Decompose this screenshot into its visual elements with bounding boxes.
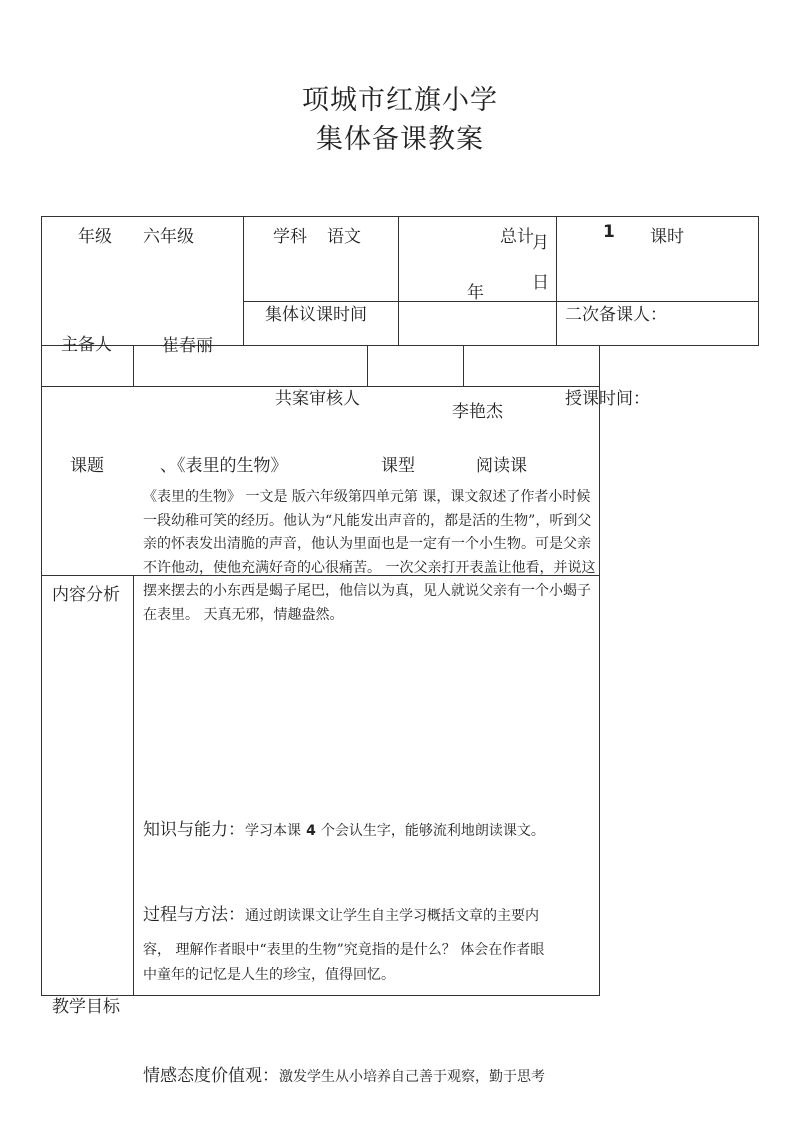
day-char: 日	[532, 273, 549, 293]
type-value: 阅读课	[476, 456, 527, 476]
meeting-time-label: 集体议课时间	[265, 305, 367, 325]
hours-unit: 课时	[650, 227, 684, 247]
main-preparer-label: 主备人	[61, 335, 112, 355]
process-label: 过程与方法：	[143, 905, 245, 925]
emotion-label: 情感态度价值观：	[143, 1066, 279, 1086]
knowledge-num: 4	[306, 823, 316, 839]
knowledge-label: 知识与能力：	[143, 820, 245, 840]
process-text-2: 容， 理解作者眼中“表里的生物”究竟指的是什么？ 体会在作者眼	[143, 942, 545, 958]
objectives-label: 教学目标	[52, 997, 120, 1017]
grade-label: 年级	[78, 227, 112, 247]
emotion-objective	[143, 1061, 545, 1086]
type-label: 课型	[381, 456, 415, 476]
process-text-3: 中童年的记忆是人生的珍宝，值得回忆。	[143, 967, 395, 983]
topic-value: 、《表里的生物》	[160, 456, 288, 476]
reviewer-value: 李艳杰	[452, 402, 503, 422]
grade-value: 六年级	[143, 227, 194, 247]
topic-label: 课题	[70, 456, 104, 476]
school-name: 项城市红旗小学	[302, 85, 498, 116]
hours-value: 1	[603, 222, 615, 242]
teaching-time-label: 授课时间：	[565, 389, 650, 409]
knowledge-objective	[143, 815, 545, 840]
knowledge-text-b: 个会认生字，能够流利地朗读课文。	[320, 823, 545, 839]
process-text-1: 通过朗读课文让学生自主学习概括文章的主要内	[245, 908, 539, 924]
process-objective	[143, 900, 539, 925]
emotion-text: 激发学生从小培养自己善于观察，勤于思考	[279, 1069, 545, 1085]
reviewer-label: 共案审核人	[275, 389, 360, 409]
year-char: 年	[467, 283, 484, 303]
subject-value: 语文	[327, 227, 361, 247]
month-char: 月	[532, 233, 549, 253]
knowledge-text-a: 学习本课	[245, 823, 301, 839]
document-title: 集体备课教案	[316, 124, 484, 155]
total-label: 总计	[500, 227, 534, 247]
content-analysis-label: 内容分析	[52, 585, 120, 605]
content-analysis-text: 《表里的生物》 一文是 版六年级第四单元第 课，课文叙述了作者小时候一段幼稚可笑的经历。他认为“凡能发出声音的，都是活的生物”，听到父亲的怀表发出清脆的声音，他认为里面也是一定有一个小生物。可是父亲不许他动，使他充满好奇的心很痛苦。 一次父亲打开表盖让他看，并说这摆来摆去的小东西是蝎子尾巴，他信以为真，见人就说父亲有一个小蝎子在表里。 天真无邪，情趣盎然。	[143, 489, 596, 623]
main-preparer-value: 崔春丽	[162, 336, 213, 356]
second-preparer-label: 二次备课人：	[565, 305, 667, 325]
subject-label: 学科	[273, 227, 307, 247]
